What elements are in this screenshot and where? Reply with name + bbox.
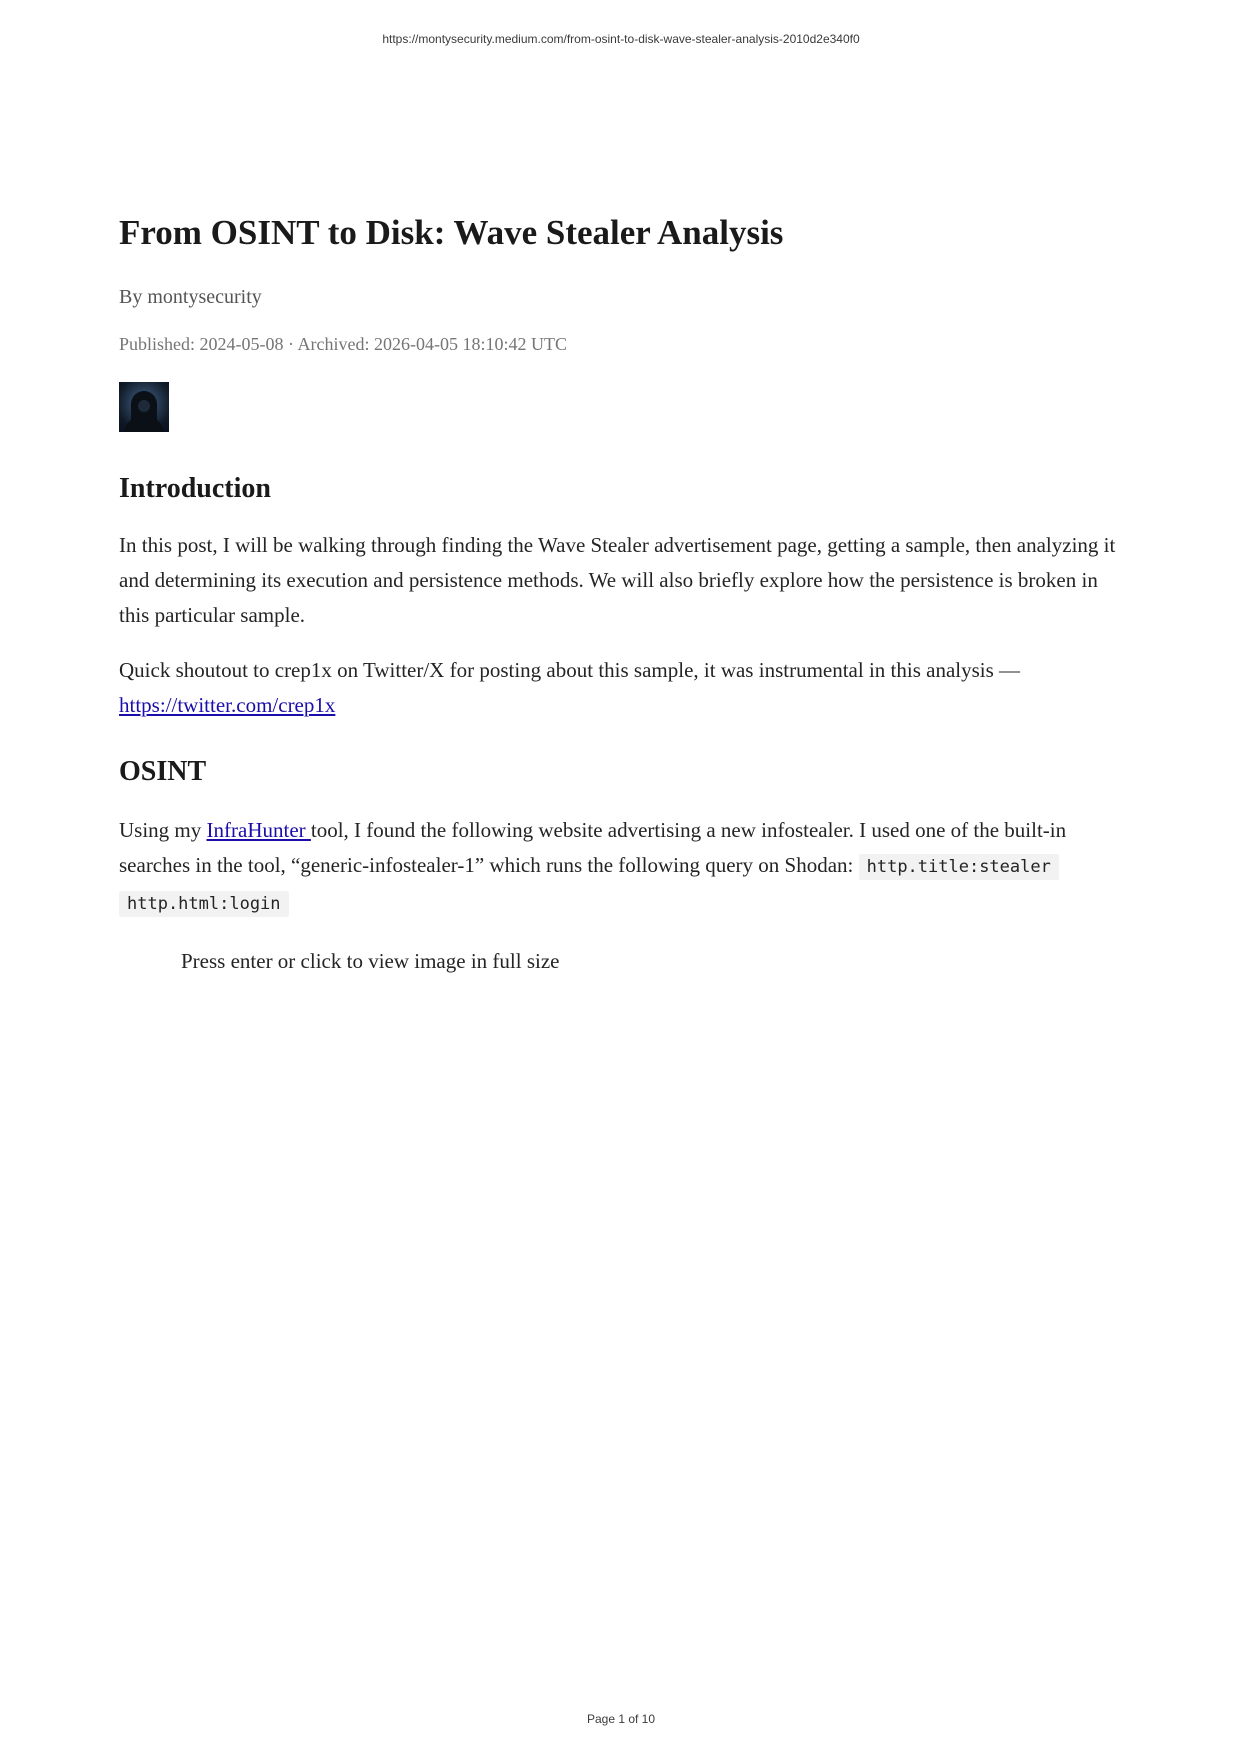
author-avatar-icon [119, 382, 169, 432]
avatar-shoulders [123, 416, 165, 432]
osint-paragraph-1 [119, 813, 1129, 922]
twitter-crep1x-link[interactable]: https://twitter.com/crep1x [119, 693, 336, 717]
osint-text-before: Using my [119, 818, 207, 842]
view-image-full-size-caption[interactable]: Press enter or click to view image in full size [181, 949, 560, 973]
page-url: https://montysecurity.medium.com/from-osint-to-disk-wave-stealer-analysis-2010d2e340f0 [382, 32, 860, 46]
osint-heading: OSINT [119, 756, 207, 787]
page-number: Page 1 of 10 [586, 1712, 656, 1726]
introduction-paragraph-1: In this post, I will be walking through finding the Wave Stealer advertisement page, getting a sample, then analyzing it and determining its execution and persistence methods. We will also briefly explore how the persistence is broken in this particular sample. [119, 533, 1116, 627]
infrahunter-link[interactable]: InfraHunter [206, 818, 311, 842]
shoutout-text: Quick shoutout to crep1x on Twitter/X for posting about this sample, it was instrumental in this analysis — [119, 658, 1021, 682]
shodan-query-code-2: http.html:login [119, 891, 289, 917]
article-byline: By montysecurity [119, 286, 262, 308]
article-content [119, 212, 1129, 976]
introduction-paragraph-2 [119, 653, 1129, 723]
introduction-heading: Introduction [119, 473, 271, 504]
avatar-face [138, 400, 150, 412]
article-published-date: Published: 2024-05-08 · Archived: 2026-04-05 18:10:42 UTC [119, 334, 567, 354]
shodan-query-code-1: http.title:stealer [859, 854, 1059, 880]
article-title: From OSINT to Disk: Wave Stealer Analysis [119, 213, 784, 252]
osint-text-after: tool, I found the following website advertising a new infostealer. I used one of the built-in searches in the tool, “generic-infostealer-1” which runs the following query on Shodan: [119, 818, 1067, 877]
